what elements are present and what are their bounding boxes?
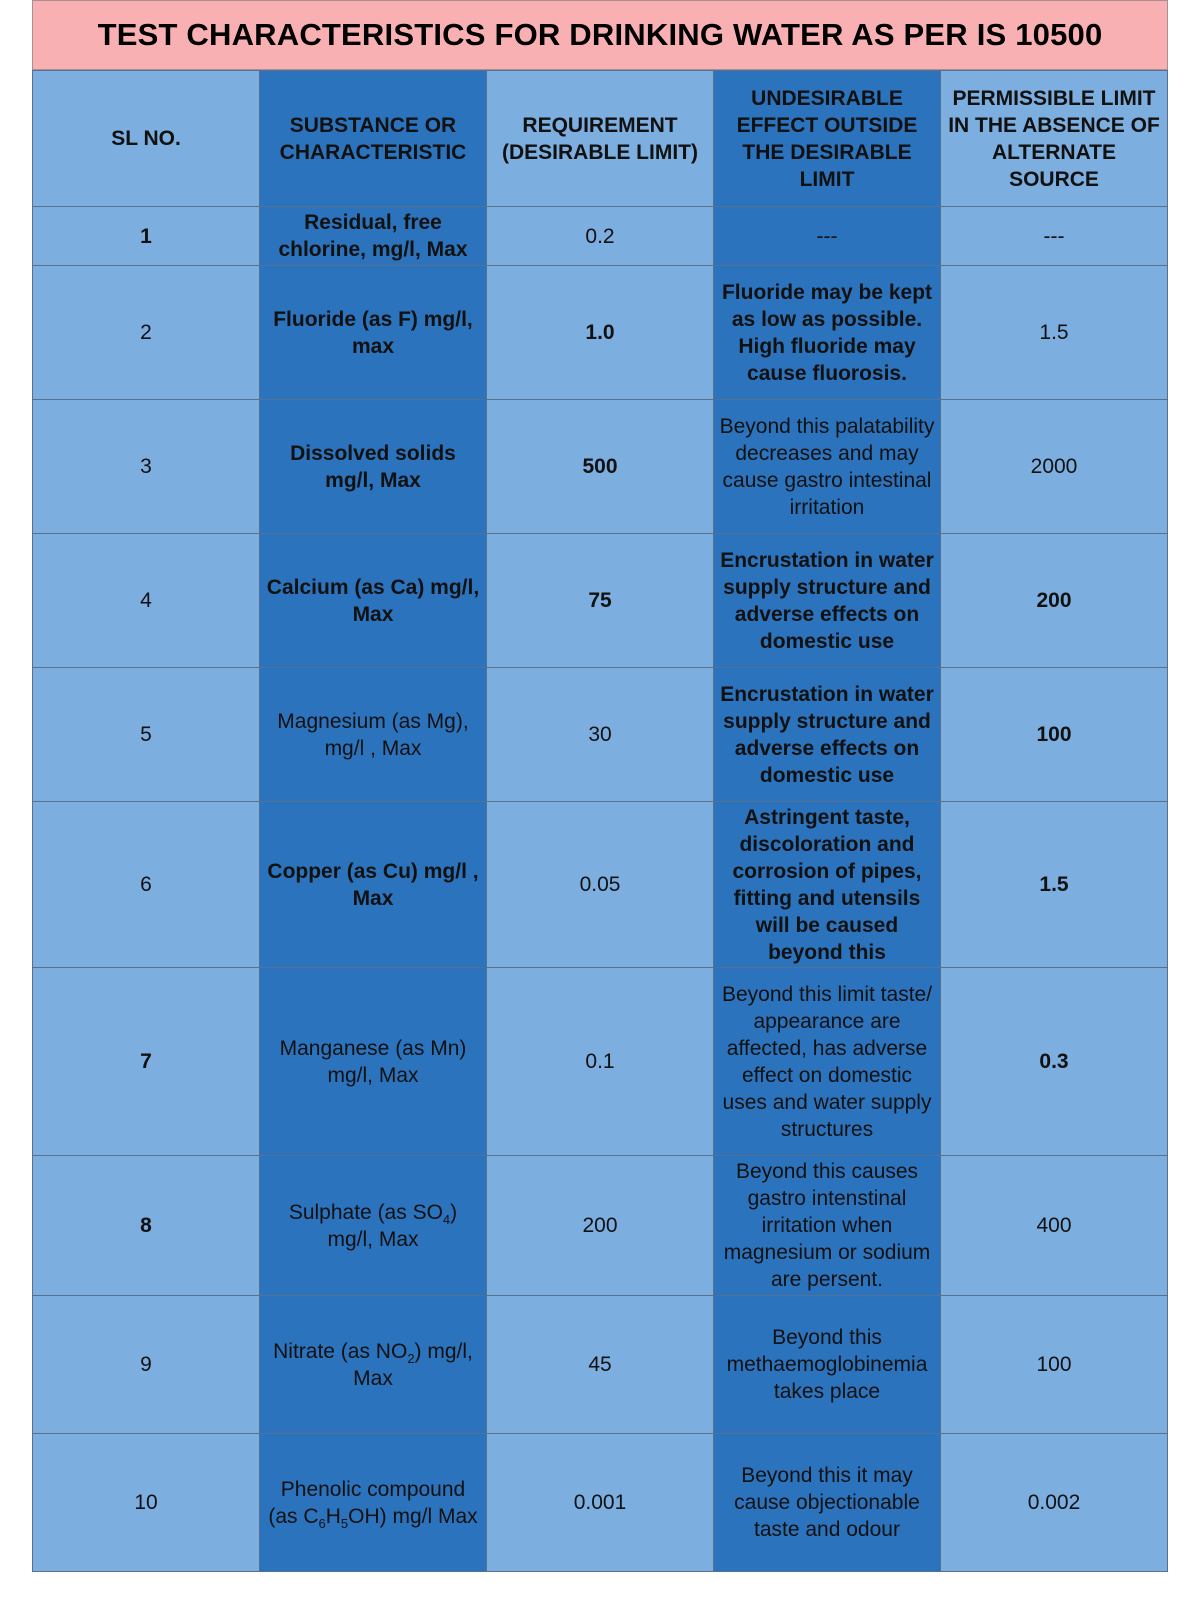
- cell-effect: Fluoride may be kept as low as possible. High fluoride may cause fluorosis.: [714, 266, 941, 400]
- cell-sl: 5: [33, 668, 260, 802]
- cell-sl: 4: [33, 534, 260, 668]
- cell-effect: Beyond this methaemoglobinemia takes place: [714, 1296, 941, 1434]
- cell-requirement: 30: [487, 668, 714, 802]
- table-row: [33, 207, 1168, 266]
- cell-effect: Beyond this causes gastro intenstinal irritation when magnesium or sodium are persent.: [714, 1156, 941, 1296]
- cell-effect: Astringent taste, discoloration and corrosion of pipes, fitting and utensils will be caused beyond this: [714, 802, 941, 968]
- cell-permissible: 400: [941, 1156, 1168, 1296]
- cell-permissible: 100: [941, 668, 1168, 802]
- cell-substance: Dissolved solids mg/l, Max: [260, 400, 487, 534]
- page-title: TEST CHARACTERISTICS FOR DRINKING WATER AS PER IS 10500: [97, 17, 1103, 52]
- header-requirement: REQUIREMENT (DESIRABLE LIMIT): [487, 71, 714, 207]
- cell-substance: Calcium (as Ca) mg/l, Max: [260, 534, 487, 668]
- cell-permissible: 0.3: [941, 968, 1168, 1156]
- cell-sl: 7: [33, 968, 260, 1156]
- cell-requirement: 0.2: [487, 207, 714, 266]
- table-row: [33, 534, 1168, 668]
- document-sheet: [32, 0, 1168, 1600]
- cell-substance: Residual, free chlorine, mg/l, Max: [260, 207, 487, 266]
- table-row: [33, 266, 1168, 400]
- header-permissible: PERMISSIBLE LIMIT IN THE ABSENCE OF ALTERNATE SOURCE: [941, 71, 1168, 207]
- header-effect: UNDESIRABLE EFFECT OUTSIDE THE DESIRABLE LIMIT: [714, 71, 941, 207]
- cell-permissible: 2000: [941, 400, 1168, 534]
- cell-requirement: 0.1: [487, 968, 714, 1156]
- cell-effect: Beyond this limit taste/ appearance are affected, has adverse effect on domestic uses and water supply structures: [714, 968, 941, 1156]
- cell-permissible: 100: [941, 1296, 1168, 1434]
- cell-substance: Manganese (as Mn) mg/l, Max: [260, 968, 487, 1156]
- cell-sl: 9: [33, 1296, 260, 1434]
- cell-substance: Copper (as Cu) mg/l , Max: [260, 802, 487, 968]
- cell-permissible: 200: [941, 534, 1168, 668]
- cell-effect: Encrustation in water supply structure and adverse effects on domestic use: [714, 668, 941, 802]
- cell-permissible: 0.002: [941, 1434, 1168, 1572]
- cell-requirement: 45: [487, 1296, 714, 1434]
- cell-permissible: ---: [941, 207, 1168, 266]
- cell-substance: Fluoride (as F) mg/l, max: [260, 266, 487, 400]
- cell-sl: 6: [33, 802, 260, 968]
- cell-effect: ---: [714, 207, 941, 266]
- cell-permissible: 1.5: [941, 266, 1168, 400]
- cell-permissible: 1.5: [941, 802, 1168, 968]
- cell-sl: 1: [33, 207, 260, 266]
- header-sl-no: SL NO.: [33, 71, 260, 207]
- cell-effect: Beyond this it may cause objectionable taste and odour: [714, 1434, 941, 1572]
- cell-requirement: 75: [487, 534, 714, 668]
- cell-requirement: 500: [487, 400, 714, 534]
- cell-effect: Encrustation in water supply structure and adverse effects on domestic use: [714, 534, 941, 668]
- table-row: [33, 1434, 1168, 1572]
- cell-substance: Magnesium (as Mg), mg/l , Max: [260, 668, 487, 802]
- cell-sl: 10: [33, 1434, 260, 1572]
- header-substance: SUBSTANCE OR CHARACTERISTIC: [260, 71, 487, 207]
- cell-substance: Phenolic compound (as $C_6H_5OH$) mg/l Max: [260, 1434, 487, 1572]
- cell-substance: Nitrate (as $NO_2$) mg/l, Max: [260, 1296, 487, 1434]
- table-row: [33, 1156, 1168, 1296]
- cell-effect: Beyond this palatability decreases and may cause gastro intestinal irritation: [714, 400, 941, 534]
- cell-requirement: 1.0: [487, 266, 714, 400]
- cell-substance: Sulphate (as $SO_4$) mg/l, Max: [260, 1156, 487, 1296]
- table-header-row: [33, 71, 1168, 207]
- title-bar: [32, 0, 1168, 70]
- table-row: [33, 400, 1168, 534]
- table-row: [33, 968, 1168, 1156]
- cell-requirement: 200: [487, 1156, 714, 1296]
- cell-requirement: 0.001: [487, 1434, 714, 1572]
- cell-requirement: 0.05: [487, 802, 714, 968]
- table-row: [33, 668, 1168, 802]
- table-row: [33, 802, 1168, 968]
- cell-sl: 8: [33, 1156, 260, 1296]
- cell-sl: 3: [33, 400, 260, 534]
- water-quality-table: [32, 70, 1168, 1572]
- cell-sl: 2: [33, 266, 260, 400]
- table-row: [33, 1296, 1168, 1434]
